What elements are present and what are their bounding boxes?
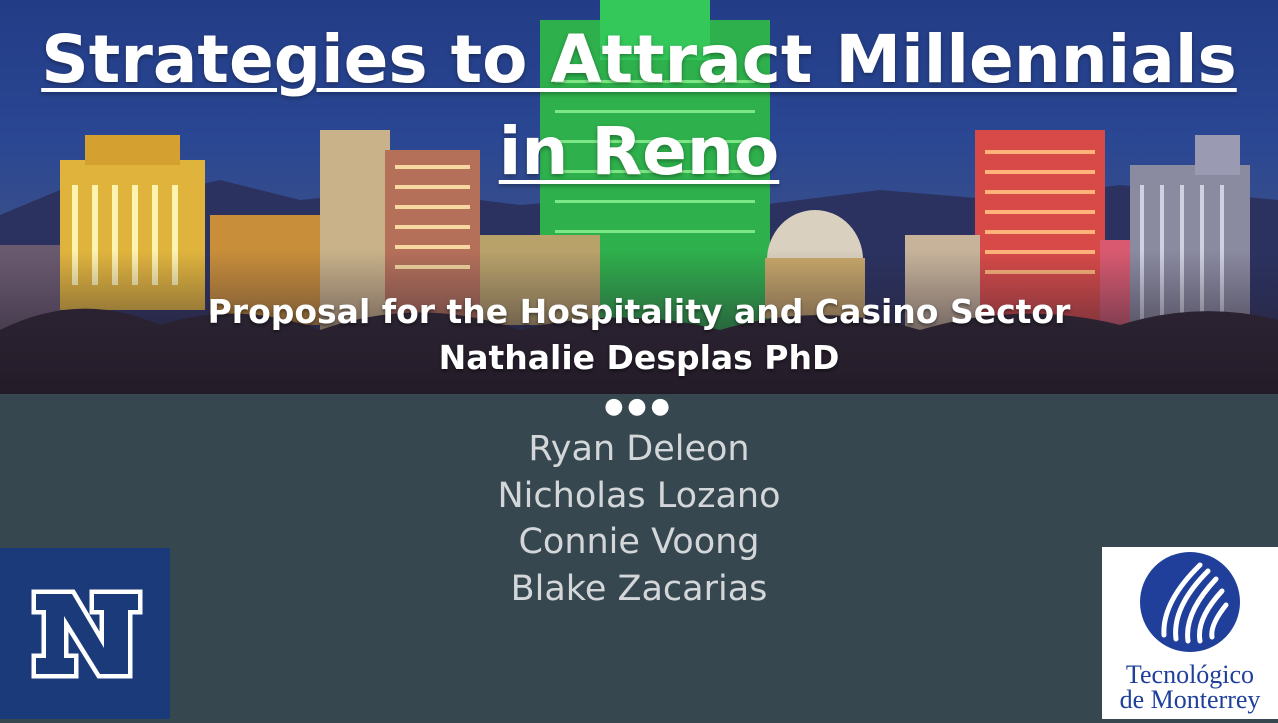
slide-title xyxy=(0,14,1278,198)
subtitle-presenter: Nathalie Desplas PhD xyxy=(438,338,840,377)
title-line-1: Strategies to Attract Millennials xyxy=(41,21,1237,98)
unr-n-icon xyxy=(0,548,170,719)
tec-monterrey-logo xyxy=(1102,547,1278,719)
subtitle-proposal: Proposal for the Hospitality and Casino Sector xyxy=(207,292,1071,331)
tec-name-line-2: de Monterrey xyxy=(1119,685,1261,714)
separator-dots: ●●● xyxy=(604,394,674,419)
author-name: Connie Voong xyxy=(518,522,760,562)
tec-flame-emblem-icon xyxy=(1102,547,1278,657)
author-list xyxy=(0,426,1278,612)
author-name: Ryan Deleon xyxy=(528,429,750,469)
unr-logo xyxy=(0,548,170,719)
author-name: Blake Zacarias xyxy=(510,568,768,609)
author-name: Nicholas Lozano xyxy=(497,475,781,516)
tec-name-line-1: Tecnológico xyxy=(1125,660,1255,689)
title-line-2: in Reno xyxy=(498,113,780,190)
